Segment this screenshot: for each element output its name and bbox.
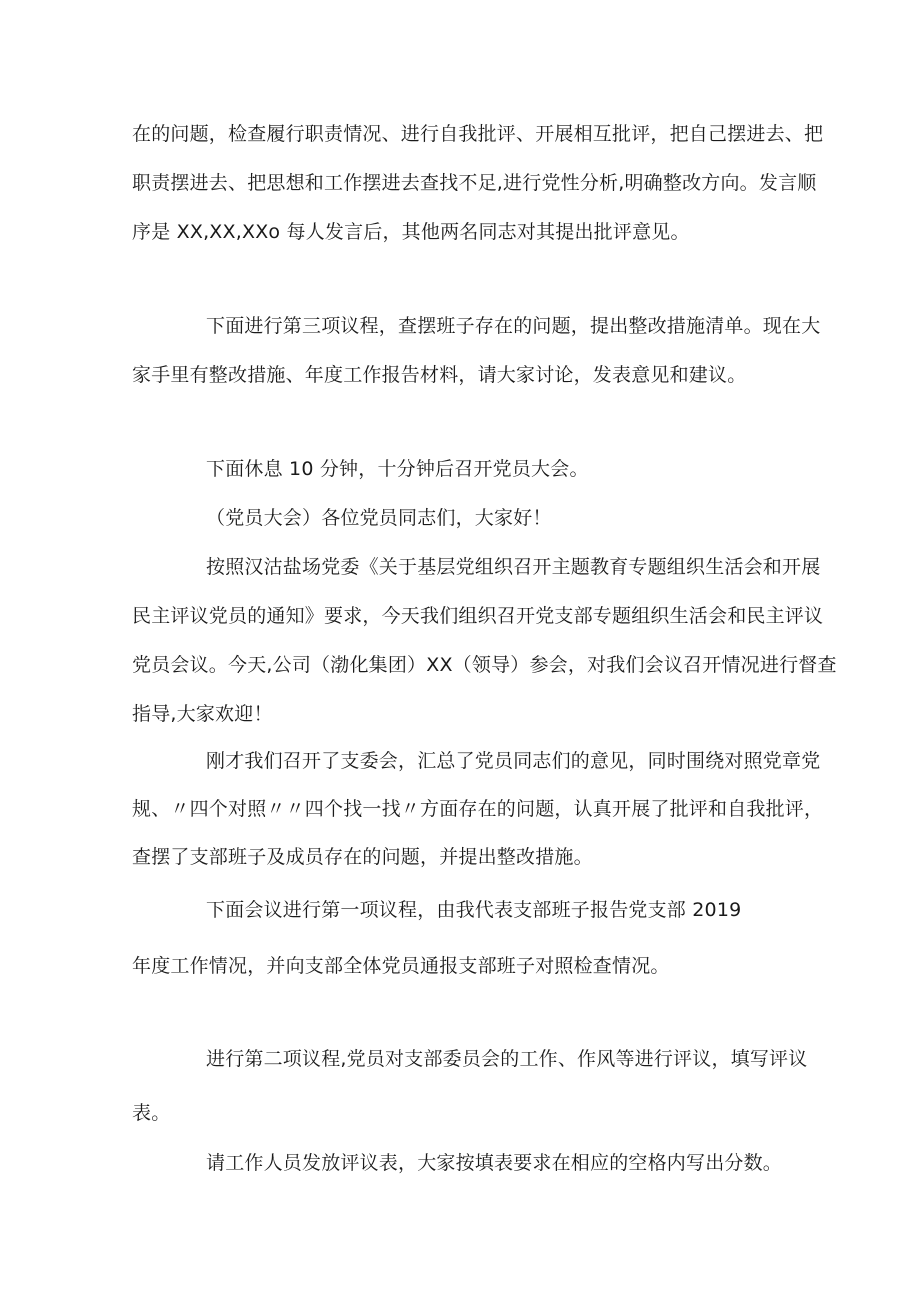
text-line-2: 职责摆进去、把思想和工作摆进去查找不足,进行党性分析,明确整改方向。发言顺 [132, 172, 817, 194]
text-line-5: 家手里有整改措施、年度工作报告材料，请大家讨论，发表意见和建议。 [132, 364, 747, 386]
text-line-7: （党员大会）各位党员同志们，大家好！ [206, 507, 552, 529]
text-line-11: 指导,大家欢迎！ [132, 703, 273, 725]
text-line-15: 下面会议进行第一项议程，由我代表支部班子报告党支部 2019 [206, 899, 742, 921]
text-line-6: 下面休息 10 分钟，十分钟后召开党员大会。 [206, 458, 589, 480]
text-line-1: 在的问题，检查履行职责情况、进行自我批评、开展相互批评，把自己摆进去、把 [132, 123, 824, 145]
text-line-19: 请工作人员发放评议表，大家按填表要求在相应的空格内写出分数。 [206, 1152, 783, 1174]
text-line-18: 表。 [132, 1102, 171, 1124]
text-line-8: 按照汉沽盐场党委《关于基层党组织召开主题教育专题组织生活会和开展 [206, 556, 821, 578]
text-line-16: 年度工作情况，并向支部全体党员通报支部班子对照检查情况。 [132, 955, 670, 977]
text-line-12: 刚才我们召开了支委会，汇总了党员同志们的意见，同时围绕对照党章党 [206, 750, 821, 772]
text-line-3: 序是 XX,XX,XXo 每人发言后，其他两名同志对其提出批评意见。 [132, 221, 690, 243]
text-line-14: 查摆了支部班子及成员存在的问题，并提出整改措施。 [132, 846, 593, 868]
text-line-10: 党员会议。今天,公司（渤化集团）XX（领导）参会，对我们会议召开情况进行督查 [132, 654, 837, 676]
text-line-9: 民主评议党员的通知》要求，今天我们组织召开党支部专题组织生活会和民主评议 [132, 605, 824, 627]
text-line-13: 规、〃四个对照〃〃四个找一找〃方面存在的问题，认真开展了批评和自我批评， [132, 798, 824, 820]
text-line-4: 下面进行第三项议程，查摆班子存在的问题，提出整改措施清单。现在大 [206, 315, 821, 337]
text-line-17: 进行第二项议程,党员对支部委员会的工作、作风等进行评议，填写评议 [206, 1048, 808, 1070]
